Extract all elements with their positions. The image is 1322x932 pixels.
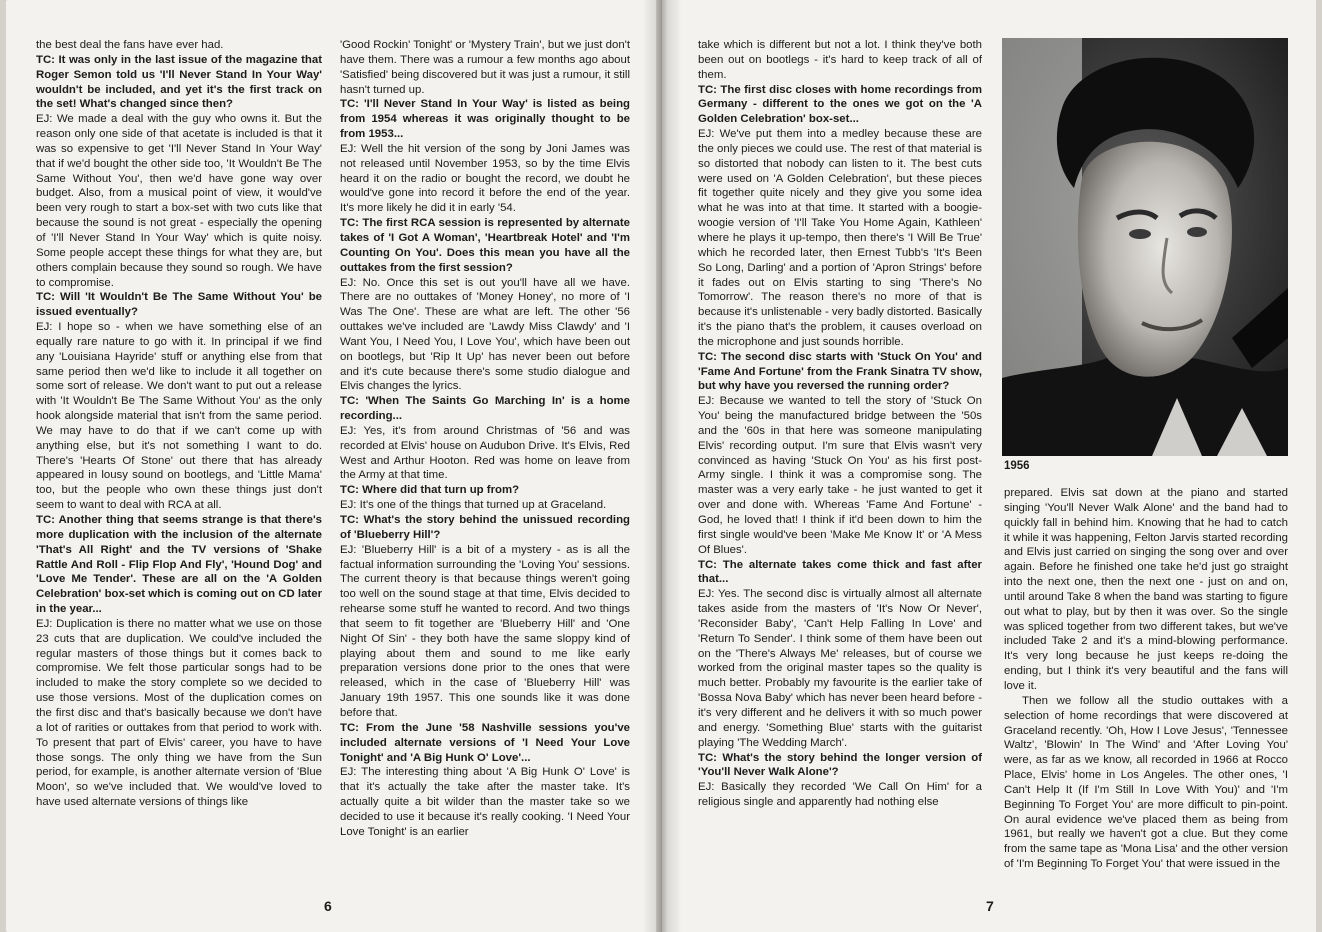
interview-answer: EJ: It's one of the things that turned up at Graceland.: [340, 499, 607, 512]
interview-answer: EJ: No. Once this set is out you'll have all we have. There are no outtakes of 'Money Honey', no more of 'I Was The One'. These are what are left. The other '56 outtakes we've included are 'Lawdy Miss Clawdy' and 'I Want You, I Need You, I Love You', which have been out on bootlegs, but 'Rip It Up' has never been out before and it's cute because there's some studio dialogue and Elvis changes the lyrics.: [340, 276, 630, 393]
interview-question: TC: Will 'It Wouldn't Be The Same Without You' be issued eventually?: [36, 291, 322, 319]
interview-answer: EJ: Duplication is there no matter what we use on those 23 cuts that are duplication. We could've included the regular masters of those things but it comes back to compromise. We felt those particular songs had to be included to make the story complete so we decided to use those versions. Most of the duplication comes on the first disc and that's basically because we don't have a lot of rarities or outtakes from that period to work with. To present that part of Elvis' career, you have to have those songs. The only thing we have from the Sun period, for example, is another alternate version of 'Blue Moon', so we've included that. We would've loved to have used alternate versions of things like: [36, 617, 322, 809]
page-number: 6: [324, 898, 332, 914]
interview-question: TC: 'When The Saints Go Marching In' is a home recording...: [340, 395, 630, 423]
interview-answer: EJ: Yes. The second disc is virtually almost all alternate takes aside from the masters of 'It's Now Or Never', 'Reconsider Baby', 'Can't Help Falling In Love' and 'Return To Sender'. I think some of them have been out on the 'There's Always Me' releases, but of course we worked from the original master tapes so the quality is much better. Probably my favourite is the earlier take of 'Bossa Nova Baby' which has never been heard before - it's very different and he delivers it with so much power and energy. 'Something Blue' starts with the guitarist playing 'The Wedding March'.: [698, 588, 982, 749]
book-gutter: [642, 0, 682, 932]
interview-question: TC: 'I'll Never Stand In Your Way' is listed as being from 1954 whereas it was originally thought to be from 1953...: [340, 98, 630, 141]
photo-caption: 1956: [1004, 460, 1030, 472]
interview-answer: EJ: Well the hit version of the song by Joni James was not released until November 1953, so by the time Elvis heard it on the radio or bought the record, we doubt he would've gone into record it before the end of the year. It's more likely he did it in early '54.: [340, 142, 630, 215]
interview-answer: take which is different but not a lot. I think they've both been out on bootlegs - it's hard to keep track of all of them.: [698, 39, 982, 81]
interview-question: TC: Where did that turn up from?: [340, 484, 520, 497]
interview-answer: EJ: Because we wanted to tell the story of 'Stuck On You' being the manufactured bridge between the '50s and the '60s in that here was someone manipulating Elvis' recording output. I'm sure that Elvis wasn't very convinced as having 'Stuck On You' as his first post-Army single. I think it was a compromise song. The master was a very early take - he just wanted to get it over and done with. Whereas 'Fame And Fortune' - God, he loved that! I think if it'd been down to him the first single would've been 'Make Me Know It' or 'A Mess Of Blues'.: [698, 395, 982, 556]
text-column-1: [36, 38, 322, 888]
elvis-portrait-photo: [1002, 38, 1288, 456]
interview-answer: EJ: Yes, it's from around Christmas of '56 and was recorded at Elvis' house on Audubon Drive. It's Elvis, Red West and Arthur Hooton. Red was home on leave from the Army at that time.: [340, 424, 630, 482]
page-7: [662, 0, 1316, 932]
interview-answer: the best deal the fans have ever had.: [36, 39, 224, 51]
portrait-illustration: [1002, 38, 1288, 456]
text-column-2: [340, 38, 630, 888]
page-number: 7: [986, 898, 994, 914]
interview-answer: prepared. Elvis sat down at the piano and started singing 'You'll Never Walk Alone' and the band had to quickly fall in behind him. Knowing that he had to catch it while it was happening, Felton Jarvis started recording and Elvis just carried on singing the song over and over again. Before he finished one take he'd just go straight into the next one, then the next one - just on and on, until around Take 8 when the band was starting to figure out what to play, but by then it was over. So the single was spliced together from two different takes, but we've included Take 2 and it's a mind-blowing performance. It's very long because he just keeps re-doing the ending, but I think it's very beautiful and the fans will love it.: [1004, 487, 1288, 692]
interview-question: TC: The first RCA session is represented by alternate takes of 'I Got A Woman', 'Heartbreak Hotel' and 'I'm Counting On You'. Does this mean you have all the outtakes from the first session?: [340, 217, 630, 274]
page-6: [6, 0, 656, 932]
interview-answer: EJ: We made a deal with the guy who owns it. But the reason only one side of that acetate is included is that it was so expensive to get 'I'll Never Stand In Your Way' that if we'd bought the other side too, 'It Wouldn't Be The Same Without You', then we'd have gone way over budget. Also, from a musical point of view, it would've been very rough to start a box-set with two cuts like that because the sound is not great - especially the opening of 'I'll Never Stand In Your Way' which is quite noisy. Some people accept these things for what they are, but others complain because they sound so rough. We have to compromise.: [36, 113, 322, 289]
interview-question: TC: The alternate takes come thick and fast after that...: [698, 558, 982, 586]
interview-question: TC: Another thing that seems strange is that there's more duplication with the inclusion of the alternate 'That's All Right' and the TV versions of 'Shake Rattle And Roll - Flip Flop And Fly', 'Hound Dog' and 'Love Me Tender'. These are all on the 'A Golden Celebration' box-set which is coming out on CD later in the year...: [36, 514, 322, 616]
text-column-4: [1004, 486, 1288, 896]
interview-answer: EJ: Basically they recorded 'We Call On Him' for a religious single and apparently had nothing else: [698, 781, 982, 809]
interview-question: TC: What's the story behind the unissued recording of 'Blueberry Hill'?: [340, 514, 630, 541]
interview-question: TC: The first disc closes with home recordings from Germany - different to the ones we got on the 'A Golden Celebration' box-set...: [698, 83, 982, 126]
interview-answer: 'Good Rockin' Tonight' or 'Mystery Train', but we just don't have them. There was a rumour a few months ago about 'Satisfied' being discovered but it was just a rumour, it still hasn't turned up.: [340, 39, 630, 96]
text-column-3: [698, 38, 982, 888]
interview-answer: EJ: 'Blueberry Hill' is a bit of a mystery - as is all the factual information surrounding the 'Loving You' sessions. The current theory is that because things weren't going too well on the sound stage at that time, Elvis decided to rehearse some stuff he wanted to record. And two things that seem to fit together are 'Blueberry Hill' and 'One Night Of Sin' - they both have the same sloppy kind of playing about them and sound to me like early preparation versions done prior to the ones that were released, which in the case of 'Blueberry Hill' was January 19th 1957. This one sounds like it was done before that.: [340, 543, 630, 719]
interview-question: TC: What's the story behind the longer version of 'You'll Never Walk Alone'?: [698, 751, 982, 779]
interview-answer: EJ: The interesting thing about 'A Big Hunk O' Love' is that it's actually the take after the master take. It's actually quite a bit wilder than the master take so we decided to use it because it's really cooking. 'I Need Your Love Tonight' is an earlier: [340, 766, 630, 838]
interview-answer: EJ: I hope so - when we have something else of an equally rare nature to go with it. In principal if we find any 'Louisiana Hayride' stuff or anything else from that same period then we'd like to include it all together on some sort of release. We don't want to put out a release with 'It Wouldn't Be The Same Without You' as the only hook alongside material that isn't from the same period. We may have to do that if we can't come up with anything else, but it's not something I want to do. There's 'Hearts Of Stone' out there that has already appeared in lousy sound on bootlegs, and 'Little Mama' too, but the people who own these things just don't seem to want to deal with RCA at all.: [36, 321, 322, 512]
interview-question: TC: From the June '58 Nashville sessions you've included alternate versions of 'I Need Your Love Tonight' and 'A Big Hunk O' Love'...: [340, 721, 630, 764]
interview-answer: Then we follow all the studio outtakes with a selection of home recordings that were discovered at Graceland recently. 'Oh, How I Love Jesus', 'Tennessee Waltz', 'Blowin' In The Wind' and 'After Loving You' were, as far as we know, all recorded in 1966 at Rocco Place, Elvis' home in Los Angeles. The other ones, 'I Can't Help It (If I'm Still In Love With You)' and 'I'm Beginning To Forget You' are more difficult to pin-point. On aural evidence we've placed them as being from 1961, but really we haven't got a clue. But they come from the same tape as 'Mona Lisa' and the other version of 'I'm Beginning To Forget You' that were issued in the: [1004, 694, 1288, 871]
interview-question: TC: The second disc starts with 'Stuck On You' and 'Fame And Fortune' from the Frank Sinatra TV show, but why have you reversed the running order?: [698, 350, 982, 393]
interview-question: TC: It was only in the last issue of the magazine that Roger Semon told us 'I'll Never Stand In Your Way' wouldn't be included, and yet it's the first track on the set! What's changed since then?: [36, 53, 322, 111]
interview-answer: EJ: We've put them into a medley because these are the only pieces we could use. The rest of that material is so distorted that nobody can listen to it. The best cuts were used on 'A Golden Celebration', but these pieces fit together quite nicely and they give you some idea what he was into at that time. It started with a boogie-woogie version of 'I'll Take You Home Again, Kathleen' where he plays it up-tempo, then there's 'I Will Be True' which he recorded later, then Ernest Tubb's 'It's Been So Long, Darling' and a portion of 'Apron Strings' before it fades out on Elvis starting to sing 'There's No Tomorrow'. The reason there's no more of that is because it's unlistenable - very badly distorted. Basically it's the piano that's the problem, it causes overload on the microphone and just sounds horrible.: [698, 128, 982, 348]
